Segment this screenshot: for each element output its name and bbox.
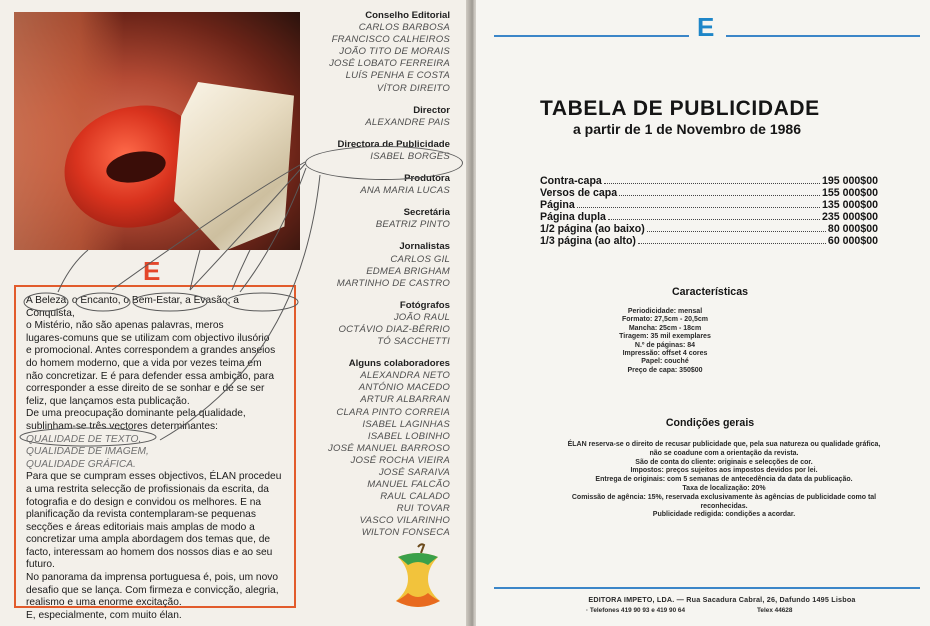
price-label: Versos de capa <box>540 186 618 199</box>
leader-dots <box>608 219 820 220</box>
masthead-name: ISABEL BORGES <box>370 150 450 162</box>
text-line: não concretizar. E é para defender essa ambição, para <box>26 370 275 382</box>
masthead-name: ALEXANDRE PAIS <box>365 116 450 128</box>
page-title: TABELA DE PUBLICIDADE <box>540 97 820 120</box>
masthead-name: ALEXANDRA NETO <box>360 370 450 382</box>
text-line: a uma restrita selecção de profissionais da escrita, da <box>26 483 269 495</box>
masthead-name: RUI TOVAR <box>396 503 450 515</box>
masthead-name: RAUL CALADO <box>380 491 450 503</box>
text-line: De uma preocupação dominante pela qualidade, <box>26 408 246 420</box>
masthead-name: JOSÉ LOBATO FERREIRA <box>329 58 450 70</box>
condition-item: Publicidade redigida: condições a acordar. <box>652 511 796 519</box>
masthead-name: ARTUR ALBARRAN <box>360 394 450 406</box>
price-label: 1/2 página (ao baixo) <box>540 222 645 235</box>
text-line: futuro. <box>26 559 55 571</box>
page-subtitle: a partir de 1 de Novembro de 1986 <box>573 121 801 137</box>
characteristic-item: Papel: couché <box>641 358 689 366</box>
price-table <box>540 176 878 247</box>
leader-dots <box>604 183 820 184</box>
characteristic-item: Mancha: 25cm - 18cm <box>628 324 702 332</box>
characteristics-heading: Características <box>672 286 748 298</box>
masthead-role: Director <box>413 104 450 116</box>
masthead-role: Secretária <box>403 207 450 219</box>
masthead-name: BEATRIZ PINTO <box>375 219 450 231</box>
price-value: 155 000$00 <box>822 186 878 199</box>
text-line: realismo e uma enorme excitação. <box>26 597 182 609</box>
masthead-name: ISABEL LOBINHO <box>367 430 450 442</box>
condition-item: Entrega de originais: com 5 semanas de antecedência da data da publicação. <box>595 476 853 484</box>
conditions-list <box>538 441 910 520</box>
masthead-name: JOSÉ SARAIVA <box>378 467 450 478</box>
text-line: planificação da revista contemplaram-se pequenas <box>26 509 256 521</box>
masthead-name: JOÃO RAUL <box>393 311 450 323</box>
text-line: lugares-comuns que se utilizam com objectivo ilusório <box>26 332 270 344</box>
masthead-name: MANUEL FALCÃO <box>367 479 450 491</box>
characteristic-item: Formato: 27,5cm - 20,5cm <box>622 316 708 324</box>
condition-item: ÉLAN reserva-se o direito de recusar publicidade que, pela sua natureza ou qualidade gráfica, <box>567 441 881 448</box>
masthead-name: VASCO VILARINHO <box>359 515 450 527</box>
masthead-name: TÓ SACCHETTI <box>377 336 450 348</box>
price-label: 1/3 página (ao alto) <box>540 234 636 247</box>
lips-ice-photo <box>14 12 300 250</box>
masthead-name: CLARA PINTO CORREIA <box>336 406 450 418</box>
elan-logo-left: E <box>143 256 161 286</box>
leader-dots <box>577 207 820 208</box>
masthead-name: ANTÓNIO MACEDO <box>358 382 450 394</box>
text-line: do homem moderno, que a vida por vezes teima em <box>26 357 262 369</box>
price-value: 195 000$00 <box>822 175 878 187</box>
masthead-role: Produtora <box>404 173 450 185</box>
condition-item: Comissão de agência: 15%, reservada exclusivamente às agências de publicidade como tal <box>571 493 877 501</box>
handdrawn-oval <box>305 146 463 180</box>
masthead-role: Fotógrafos <box>399 299 450 311</box>
condition-item: reconhecidas. <box>700 502 748 510</box>
condition-item: Impostos: preços sujeitos aos impostos devidos por lei. <box>630 467 818 475</box>
text-line: sublinham-se três vectores determinantes: <box>26 420 218 432</box>
condition-item: São de conta do cliente: originais e selecções de cor. <box>635 458 813 466</box>
text-line: QUALIDADE GRÁFICA. <box>26 458 136 470</box>
top-rule-left <box>494 35 689 37</box>
price-row <box>540 224 878 236</box>
masthead <box>310 10 450 540</box>
leader-dots <box>647 231 826 232</box>
masthead-name: JOSÉ MANUEL BARROSO <box>328 442 450 454</box>
price-label: Página <box>540 198 575 211</box>
publisher-phones: · Telefones 419 90 93 e 419 90 64 <box>586 607 686 614</box>
text-line: A Beleza, o Encanto, o Bem-Estar, a Evasão, a Conquista, <box>26 295 239 319</box>
text-line: QUALIDADE DE TEXTO, <box>26 433 142 445</box>
price-label: Contra-capa <box>540 175 602 187</box>
masthead-name: FRANCISCO CALHEIROS <box>331 34 450 46</box>
characteristic-item: Tiragem: 35 mil exemplares <box>619 333 711 341</box>
text-line: o Mistério, não são apenas palavras, meros <box>26 320 224 332</box>
text-line: concretizar uma ampla abordagem dos temas que, de <box>26 534 271 546</box>
conditions-heading: Condições gerais <box>665 417 755 429</box>
price-value: 135 000$00 <box>822 198 878 211</box>
publisher-address: EDITORA IMPETO, LDA. — Rua Sacadura Cabral, 26, Dafundo 1495 Lisboa <box>588 595 856 604</box>
price-row <box>540 236 878 248</box>
price-value: 80 000$00 <box>827 222 878 235</box>
masthead-name: LUÍS PENHA E COSTA <box>345 70 450 82</box>
characteristic-item: Preço de capa: 350$00 <box>627 366 703 374</box>
manifesto-textbox <box>14 285 296 621</box>
masthead-name: ANA MARIA LUCAS <box>360 185 450 197</box>
masthead-name: CARLOS GIL <box>390 253 450 265</box>
characteristic-item: N.º de páginas: 84 <box>634 341 696 349</box>
price-value: 60 000$00 <box>827 234 878 247</box>
characteristics-list <box>560 308 770 375</box>
publisher-telex: Telex 44628 <box>757 607 793 614</box>
text-line: QUALIDADE DE IMAGEM, <box>26 446 149 458</box>
masthead-name: OCTÁVIO DIAZ-BÉRRIO <box>338 323 450 335</box>
masthead-role: Directora de Publicidade <box>337 138 450 150</box>
text-line: No panorama da imprensa portuguesa é, pois, um novo <box>26 572 279 584</box>
text-line: feliz, que lançamos esta publicação. <box>26 395 190 407</box>
masthead-role: Jornalistas <box>399 241 450 253</box>
condition-item: Taxa de localização: 20% <box>682 484 766 492</box>
price-value: 235 000$00 <box>822 210 878 223</box>
text-line: E, especialmente, com muito élan. <box>26 609 182 621</box>
text-line: e promocional. Antes correspondem a grandes anseios <box>26 345 276 357</box>
price-row <box>540 200 878 212</box>
masthead-name: VÍTOR DIREITO <box>376 82 450 94</box>
characteristic-item: Impressão: offset 4 cores <box>622 350 708 358</box>
text-line: Para que se cumpram esses objectivos, ÉLAN procedeu <box>26 471 282 483</box>
text-line: desafio que se lança. Com firmeza e convicção, alegria, <box>26 584 279 596</box>
leader-dots <box>638 243 826 244</box>
masthead-name: ISABEL LAGINHAS <box>362 418 450 430</box>
elan-logo-right: E <box>697 12 715 42</box>
masthead-name: JOSÉ ROCHA VIEIRA <box>350 454 450 466</box>
masthead-name: MARTINHO DE CASTRO <box>336 277 450 289</box>
text-line: corresponder a esse direito de se sonhar e de se ser <box>26 383 265 395</box>
price-row <box>540 212 878 224</box>
condition-item: não se coadune com a orientação da revista. <box>649 449 799 457</box>
masthead-name: JOÃO TITO DE MORAIS <box>339 46 450 58</box>
masthead-role: Alguns colaboradores <box>348 358 450 370</box>
characteristic-item: Periodicidade: mensal <box>627 308 703 315</box>
leader-dots <box>619 195 820 196</box>
masthead-role: Conselho Editorial <box>365 10 450 21</box>
bottom-rule <box>494 587 920 589</box>
text-line: facto, interessam ao homem dos nossos dias e ao seu <box>26 546 273 558</box>
text-line: fotografia e do design e convidou os melhores. E na <box>26 496 262 508</box>
top-rule-right <box>726 35 920 37</box>
masthead-name: WILTON FONSECA <box>361 527 450 539</box>
apple-core-illustration <box>388 543 448 615</box>
masthead-name: CARLOS BARBOSA <box>358 22 450 34</box>
text-line: secções e áreas editoriais mais amplas de modo a <box>26 521 255 533</box>
masthead-name: EDMEA BRIGHAM <box>366 265 450 277</box>
price-label: Página dupla <box>540 210 606 223</box>
